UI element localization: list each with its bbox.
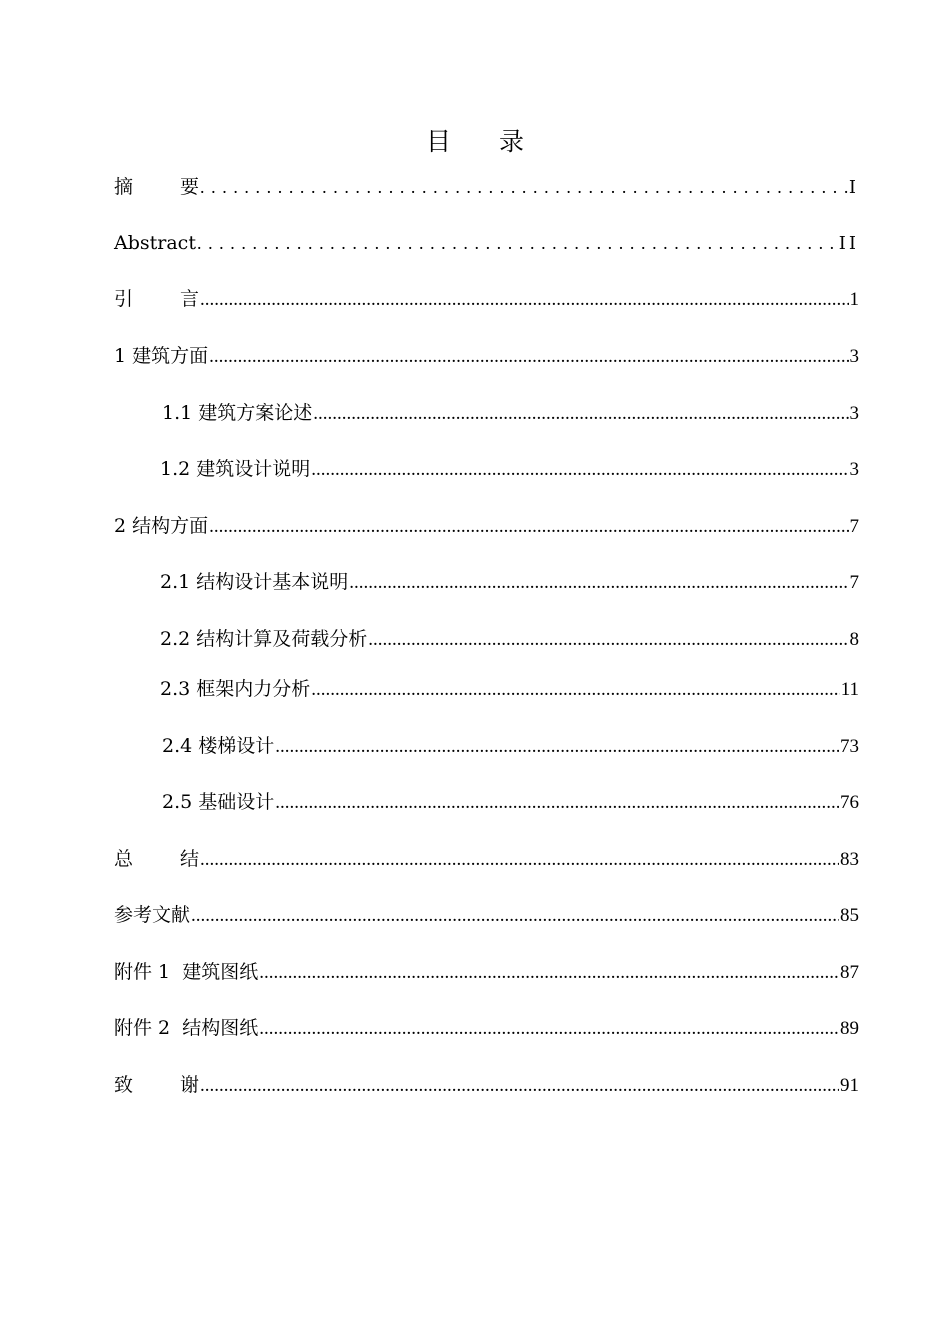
toc-entry-label: 摘 要	[114, 176, 200, 198]
toc-entry-section-2-2[interactable]	[160, 625, 859, 653]
toc-leader	[275, 733, 839, 761]
toc-entry-label: 2 结构方面	[114, 515, 209, 537]
toc-entry-label: 2.5 基础设计	[162, 791, 275, 813]
toc-page-number: 3	[849, 346, 859, 367]
toc-title-char-1: 目	[425, 127, 451, 156]
toc-leader	[209, 343, 848, 371]
toc-leader	[200, 1072, 839, 1100]
toc-page-number: II	[838, 233, 859, 254]
toc-entry-appendix-2[interactable]	[114, 1014, 859, 1042]
toc-page-number: 7	[849, 572, 859, 593]
toc-entry-section-2-5[interactable]	[162, 788, 859, 816]
toc-entry-abstract-cn[interactable]	[114, 173, 859, 201]
toc-entry-chapter-2[interactable]	[114, 512, 859, 540]
toc-entry-label: 2.2 结构计算及荷载分析	[160, 628, 368, 650]
toc-title	[0, 122, 950, 158]
toc-entry-section-2-1[interactable]	[160, 568, 859, 596]
toc-entry-appendix-1[interactable]	[114, 958, 859, 986]
toc-entry-label: 致 谢	[114, 1074, 200, 1096]
toc-entry-summary[interactable]	[114, 845, 859, 873]
toc-entry-label: 附件 2 结构图纸	[114, 1017, 259, 1039]
toc-leader	[200, 173, 848, 201]
toc-entry-label: 1 建筑方面	[114, 345, 209, 367]
toc-entry-label: 总 结	[114, 848, 200, 870]
toc-leader	[275, 789, 839, 817]
toc-entry-label: 2.4 楼梯设计	[162, 735, 275, 757]
toc-page-number: 91	[840, 1075, 859, 1096]
toc-leader	[313, 400, 848, 428]
toc-entry-label: 参考文献	[114, 904, 191, 926]
toc-entry-label: 1.2 建筑设计说明	[160, 458, 311, 480]
toc-page-number: 1	[849, 289, 859, 310]
toc-page-number: 3	[849, 403, 859, 424]
toc-page-number: 8	[849, 629, 859, 650]
toc-entry-section-1-1[interactable]	[162, 399, 859, 427]
toc-entry-references[interactable]	[114, 901, 859, 929]
toc-entry-label: Abstract	[114, 232, 196, 254]
toc-entry-section-2-4[interactable]	[162, 732, 859, 760]
toc-entry-label: 附件 1 建筑图纸	[114, 961, 259, 983]
toc-page-number: 87	[840, 962, 859, 983]
toc-leader	[200, 286, 848, 314]
toc-page-number: I	[848, 177, 859, 198]
toc-page-number: 3	[849, 459, 859, 480]
toc-page-number: 76	[840, 792, 859, 813]
toc-leader	[191, 902, 839, 930]
toc-leader	[311, 456, 848, 484]
toc-page-number: 83	[840, 849, 859, 870]
toc-leader	[259, 1015, 839, 1043]
toc-title-char-2: 录	[499, 127, 525, 156]
toc-entry-label: 引 言	[114, 288, 200, 310]
toc-leader	[197, 229, 838, 257]
toc-leader	[349, 569, 848, 597]
toc-entry-label: 1.1 建筑方案论述	[162, 402, 313, 424]
toc-leader	[311, 676, 839, 704]
toc-leader	[200, 846, 839, 874]
toc-entry-label: 2.3 框架内力分析	[160, 678, 311, 700]
toc-entry-abstract-en[interactable]	[114, 229, 859, 257]
toc-page-number: 11	[840, 679, 859, 700]
toc-entry-chapter-1[interactable]	[114, 342, 859, 370]
toc-entry-section-2-3[interactable]	[160, 675, 859, 703]
toc-entry-introduction[interactable]	[114, 285, 859, 313]
toc-page-number: 89	[840, 1018, 859, 1039]
toc-leader	[368, 626, 848, 654]
toc-page-number: 85	[840, 905, 859, 926]
toc-page-number: 7	[849, 516, 859, 537]
toc-entry-section-1-2[interactable]	[160, 455, 859, 483]
toc-leader	[209, 513, 848, 541]
toc-page-number: 73	[840, 736, 859, 757]
toc-entry-label: 2.1 结构设计基本说明	[160, 571, 349, 593]
toc-entry-acknowledgements[interactable]	[114, 1071, 859, 1099]
toc-leader	[259, 959, 839, 987]
